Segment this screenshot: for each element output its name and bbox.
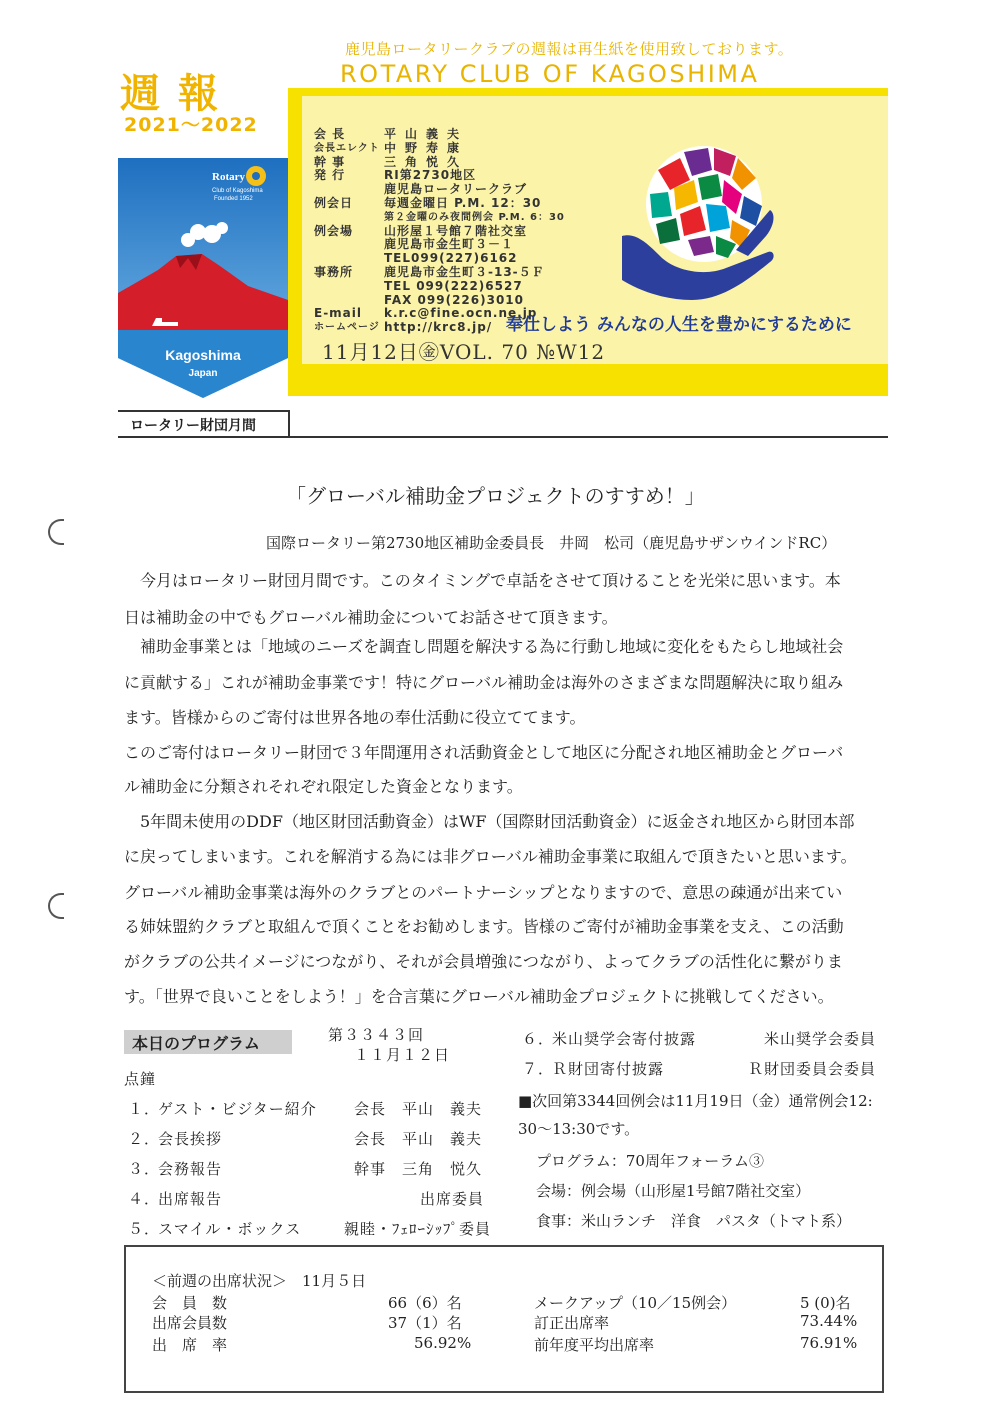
article-line: に貢献する」これが補助金事業です！特にグローバル補助金は海外のさまざまな問題解決に取り組み — [124, 673, 844, 692]
email-label: E-mail — [314, 306, 363, 321]
attendance-title: ＜前週の出席状況＞ 11月５日 — [152, 1272, 367, 1290]
attendance-box — [124, 1245, 884, 1393]
article-line: 補助金事業とは「地域のニーズを調査し問題を解決する為に行動し地域に変化をもたらし地域社会 — [124, 637, 844, 656]
annual-theme: 奉仕しよう みんなの人生を豊かにするために — [506, 315, 852, 335]
article-line: このご寄付はロータリー財団で３年間運用され活動資金として地区に分配され地区補助金とグローバ — [124, 743, 844, 762]
rotary-wordmark: Rotary — [212, 171, 245, 183]
program-item: 米山奨学会寄付披露 — [552, 1030, 697, 1048]
website-link[interactable]: http://krc8.jp/ — [384, 320, 493, 335]
venue-name: 山形屋１号館７階社交室 — [384, 223, 528, 238]
rate-label: 出 席 率 — [152, 1336, 228, 1354]
article-line: す。「世界で良いことをしよう！」を合言葉にグローバル補助金プロジェクトに挑戦してください。 — [124, 987, 834, 1006]
theme-globe-hand-icon — [618, 140, 776, 305]
program-opening: 点鐘 — [124, 1070, 157, 1088]
program-item: スマイル・ボックス — [158, 1220, 302, 1238]
meeting-label: 例会日 — [314, 195, 354, 210]
program-meeting-no: 第３３４３回 — [328, 1026, 425, 1044]
years: 2021〜2022 — [124, 114, 258, 136]
web-label: ホームページ — [314, 322, 380, 334]
section-label: ロータリー財団月間 — [130, 418, 256, 434]
program-item: 会務報告 — [158, 1160, 223, 1178]
prev-rate-label: 前年度平均出席率 — [534, 1336, 655, 1354]
banner-founded: Founded 1952 — [214, 196, 253, 202]
venue-tel: TEL099(227)6162 — [384, 251, 518, 266]
program-item-no: ７． — [522, 1060, 555, 1078]
members-value: 66（6）名 — [388, 1294, 462, 1312]
program-item: 会長挨拶 — [158, 1130, 223, 1148]
program-item: 出席報告 — [158, 1190, 223, 1208]
present-label: 出席会員数 — [152, 1314, 228, 1332]
elect-name: 中野寿康 — [384, 140, 469, 155]
office-fax: FAX 099(226)3010 — [384, 292, 525, 307]
section-divider — [118, 436, 888, 438]
article-line: がクラブの公共イメージにつながり、それが会員増強につながり、よってクラブの活性化に繋がりま — [124, 952, 843, 971]
corrected-label: 訂正出席率 — [534, 1314, 610, 1332]
program-date: １１月１２日 — [354, 1046, 451, 1064]
article-line: ル補助金に分類されそれぞれ限定した資金となります。 — [124, 777, 523, 796]
article-line: グローバル補助金事業は海外のクラブとのパートナーシップとなりますので、意思の疎通が出来てい — [124, 883, 843, 902]
publisher-club: 鹿児島ロータリークラブ — [384, 182, 528, 197]
next-venue: 会場：例会場（山形屋1号館7階社交室） — [536, 1182, 811, 1200]
banner-city: Kagoshima — [165, 347, 241, 363]
banner-club: Club of Kagoshima — [212, 188, 263, 194]
members-label: 会 員 数 — [152, 1294, 228, 1312]
makeup-value: 5 (0)名 — [800, 1294, 851, 1312]
rate-value: 56.92% — [414, 1334, 472, 1352]
next-meal: 食事：米山ランチ 洋食 パスタ（トマト系） — [536, 1212, 852, 1230]
publisher-label: 発 行 — [314, 168, 346, 183]
program-item-no: ３． — [128, 1160, 161, 1178]
secretary-label: 幹 事 — [314, 154, 346, 169]
next-meeting-time: 30〜13:30です。 — [518, 1120, 640, 1138]
article-author: 国際ロータリー第2730地区補助金委員長 井岡 松司（鹿児島サザンウインドRC） — [266, 534, 837, 552]
prev-rate-value: 76.91% — [800, 1334, 858, 1352]
club-info — [314, 128, 565, 335]
office-address: 鹿児島市金生町３-13-５Ｆ — [384, 264, 545, 279]
venue-address: 鹿児島市金生町３－１ — [384, 237, 515, 252]
office-tel: TEL 099(222)6527 — [384, 278, 523, 293]
article-title: 「グローバル補助金プロジェクトのすすめ！」 — [286, 484, 705, 508]
program-item-person: Ｒ財団委員会委員 — [748, 1060, 877, 1078]
punch-hole-mark — [48, 519, 64, 545]
next-meeting: ■次回第3344回例会は11月19日（金）通常例会12: — [518, 1092, 873, 1110]
elect-label: 会長エレクト — [314, 142, 380, 154]
article-line: 5年間未使用のDDF（地区財団活動資金）はWF（国際財団活動資金）に返金され地区から財団本部 — [124, 812, 855, 831]
weekly-title: 週報 — [120, 71, 236, 117]
article-line: に戻ってしまいます。これを解消する為には非グローバル補助金事業に取組んで頂きたいと思います。 — [124, 847, 857, 866]
article-line: る姉妹盟約クラブと取組んで頂くことをお勧めします。皆様のご寄付が補助金事業を支え、この活動 — [124, 917, 844, 936]
makeup-label: メークアップ（10／15例会） — [534, 1294, 737, 1312]
president-label: 会 長 — [314, 127, 346, 141]
meeting-time: 毎週金曜日 P.M. 12：30 — [384, 195, 542, 210]
program-item-no: ５． — [128, 1220, 161, 1238]
meeting-night: 第２金曜のみ夜間例会 P.M. 6：30 — [384, 211, 565, 223]
program-item-no: １． — [128, 1100, 161, 1118]
present-value: 37（1）名 — [388, 1314, 462, 1332]
program-item-person: 米山奨学会委員 — [764, 1030, 877, 1048]
program-item-person: 親睦・ﾌｪﾛｰｼｯﾌﾟ委員 — [344, 1220, 492, 1238]
program-item-no: ４． — [128, 1190, 161, 1208]
club-name: ROTARY CLUB OF KAGOSHIMA — [340, 60, 760, 88]
program-item-person: 会長 平山 義夫 — [354, 1100, 483, 1118]
recycled-paper-note: 鹿児島ロータリークラブの週報は再生紙を使用致しております。 — [345, 40, 794, 58]
venue-label: 例会場 — [314, 223, 354, 238]
program-item-person: 会長 平山 義夫 — [354, 1130, 483, 1148]
program-label: 本日のプログラム — [132, 1034, 260, 1053]
publisher-district: RI第2730地区 — [384, 168, 477, 183]
program-item-no: ２． — [128, 1130, 161, 1148]
article-line: ます。皆様からのご寄付は世界各地の奉仕活動に役立ててます。 — [124, 708, 586, 727]
article-line: 今月はロータリー財団月間です。このタイミングで卓話をさせて頂けることを光栄に思います。本 — [124, 571, 841, 590]
corrected-value: 73.44% — [800, 1312, 858, 1330]
program-item-no: ６． — [522, 1030, 555, 1048]
office-label: 事務所 — [314, 264, 354, 279]
kagoshima-banner — [118, 158, 288, 398]
next-program: プログラム：70周年フォーラム③ — [536, 1152, 765, 1170]
issue-volume: 11月12日㊎VOL. 70 №W12 — [322, 340, 606, 364]
article-line: 日は補助金の中でもグローバル補助金についてお話させて頂きます。 — [124, 608, 618, 627]
program-item: Ｒ財団寄付披露 — [552, 1060, 665, 1078]
secretary-name: 三角悦久 — [384, 154, 469, 169]
program-item-person: 幹事 三角 悦久 — [354, 1160, 483, 1178]
banner-country: Japan — [188, 368, 218, 379]
email-address[interactable]: k.r.c@fine.ocn.ne.jp — [384, 306, 538, 321]
president-name: 平山義夫 — [384, 127, 469, 141]
program-item: ゲスト・ビジター紹介 — [158, 1100, 317, 1118]
program-item-person: 出席委員 — [420, 1190, 485, 1208]
punch-hole-mark — [48, 893, 64, 919]
